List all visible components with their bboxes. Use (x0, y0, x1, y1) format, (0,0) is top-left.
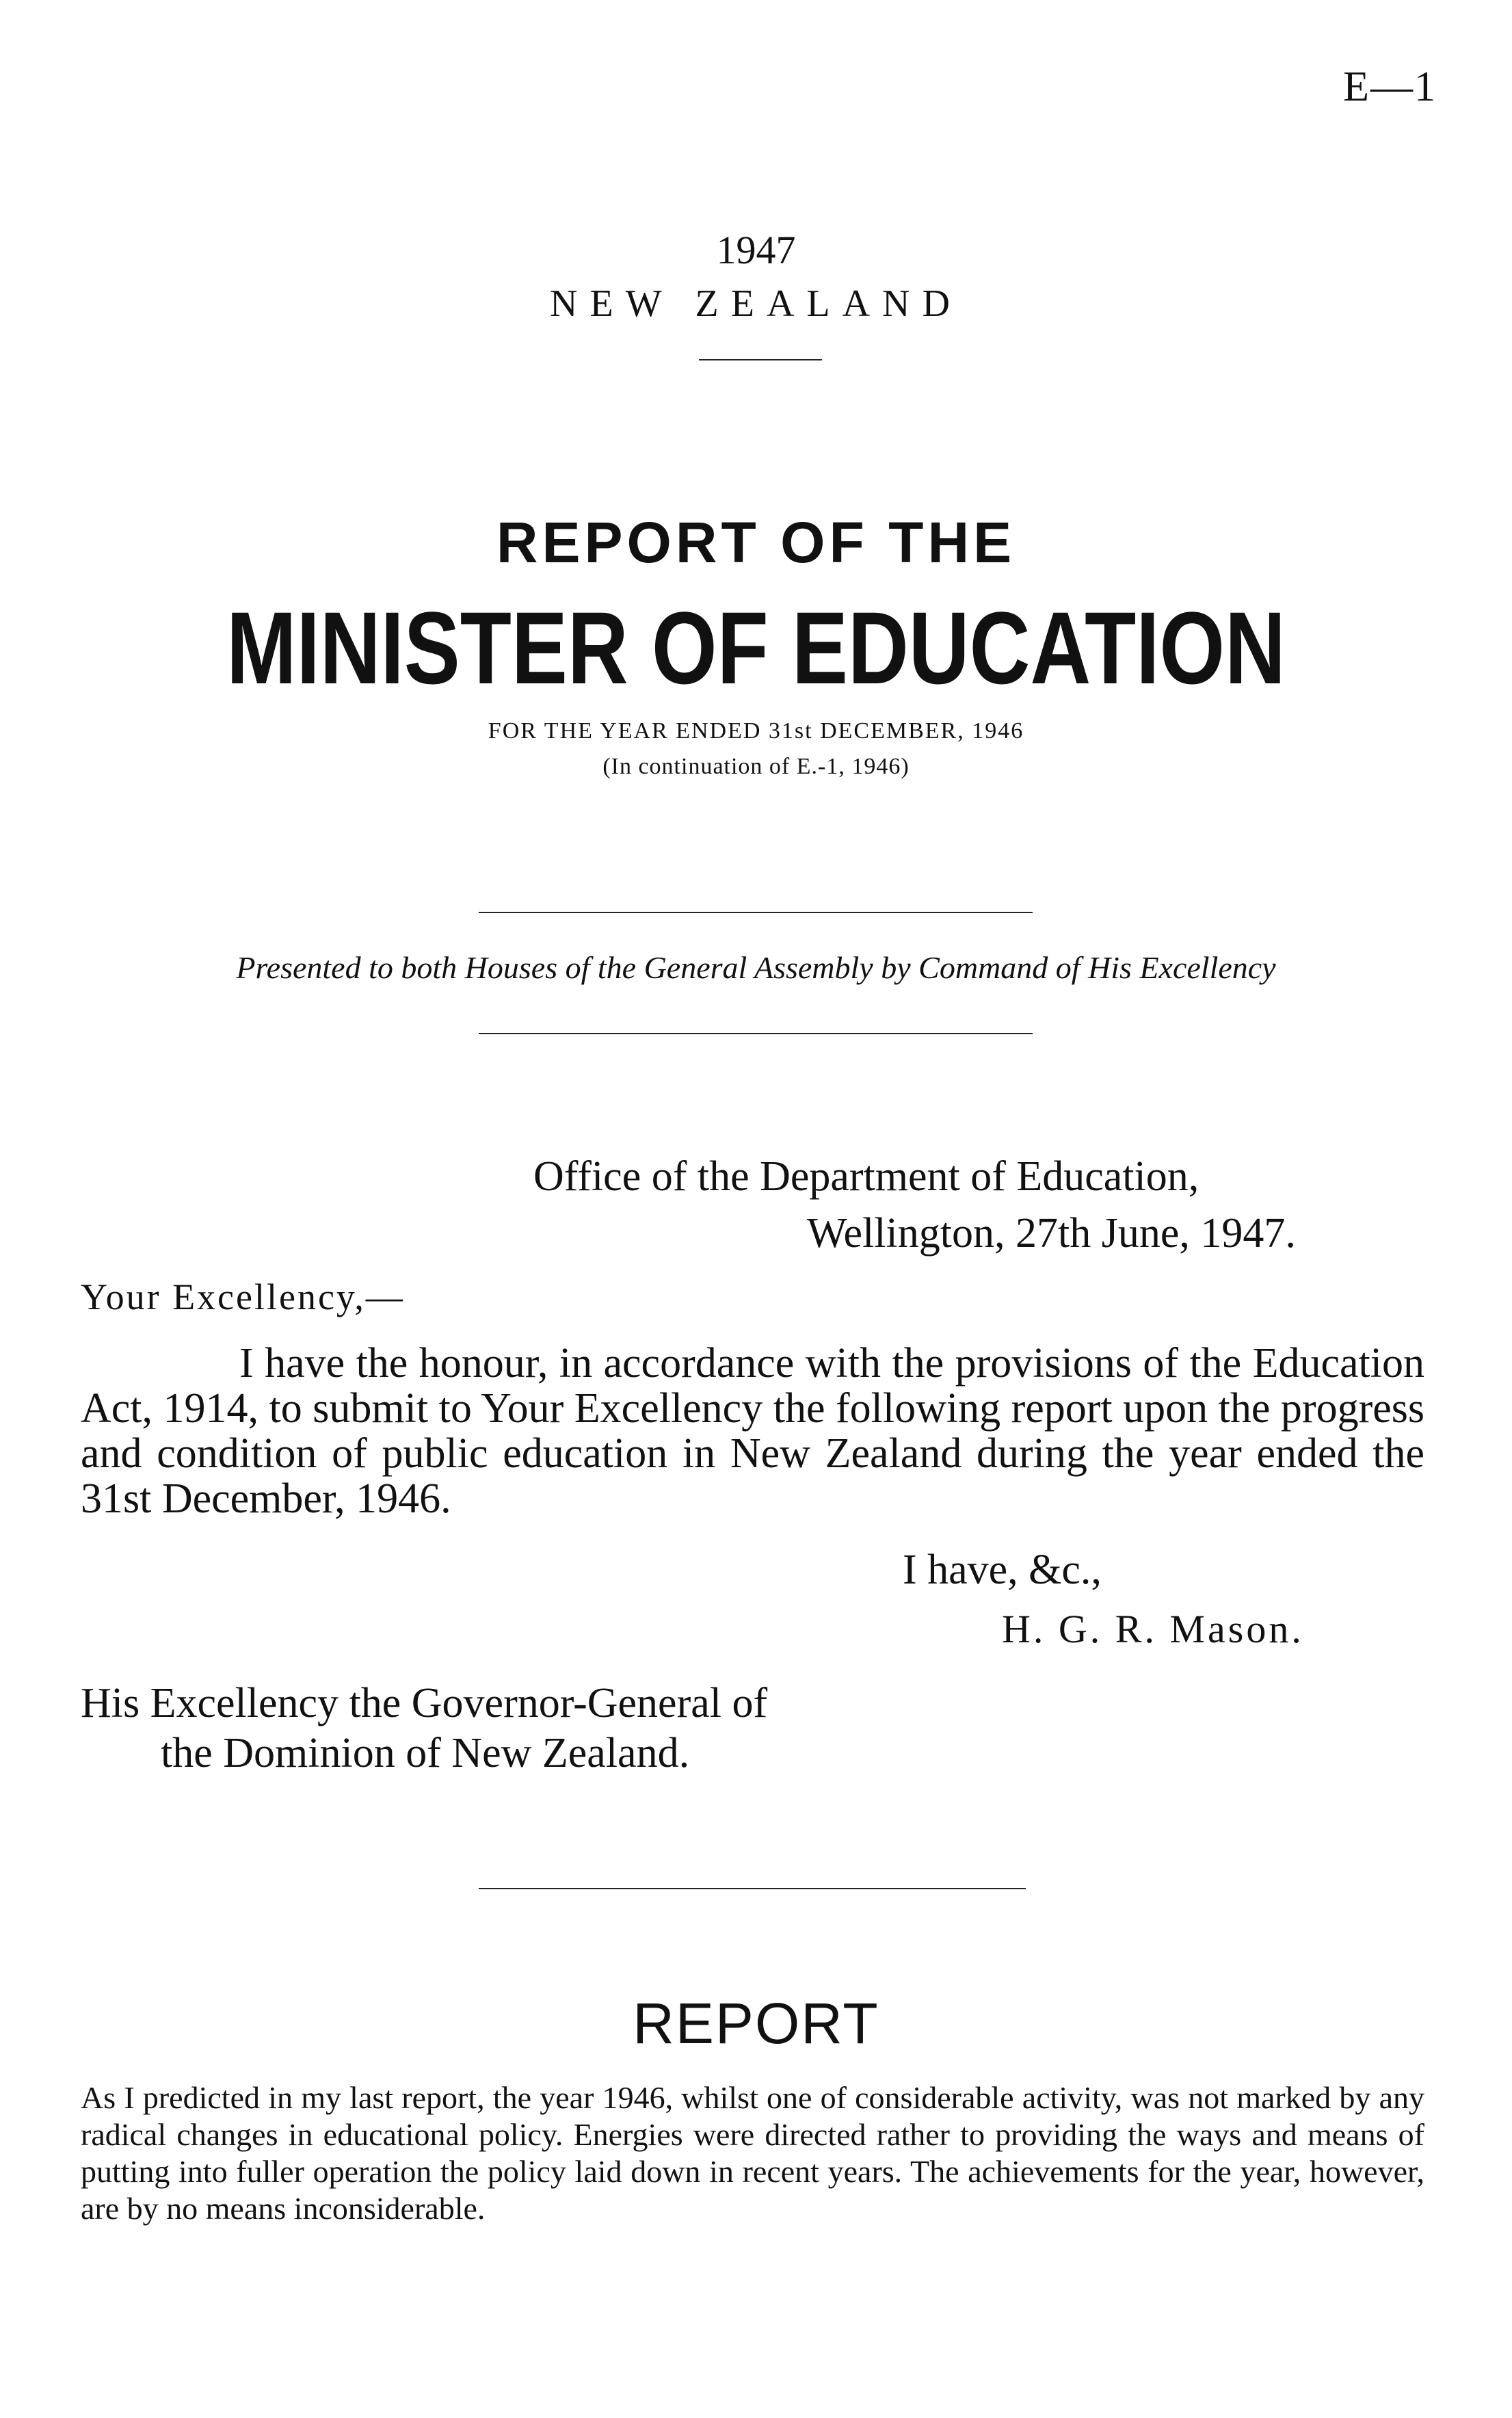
country-heading: NEW ZEALAND (550, 282, 962, 325)
report-paragraph: As I predicted in my last report, the year 1946, whilst one of considerable activity, was not marked by any radical changes in educational policy. Energies were directed rather to providing the ways and means of putting into fuller operation the policy laid down in recent years. The achievements for the year, however, are by no means inconsiderable. (81, 2080, 1424, 2226)
minister-of-education-title: MINISTER OF EDUCATION (226, 590, 1286, 705)
continuation-note: (In continuation of E.-1, 1946) (602, 754, 910, 779)
closing-line: I have, &c., (903, 1547, 1102, 1593)
title-divider (699, 359, 822, 360)
report-heading: REPORT (633, 1991, 879, 2055)
report-of-the-heading: REPORT OF THE (496, 510, 1016, 575)
salutation: Your Excellency,— (81, 1276, 405, 1317)
signature-name: H. G. R. Mason. (1002, 1607, 1304, 1651)
addressee-line-2: the Dominion of New Zealand. (161, 1730, 690, 1776)
year-ended-subtitle: FOR THE YEAR ENDED 31st DECEMBER, 1946 (488, 718, 1024, 744)
letter-body: I have the honour, in accordance with the provisions of the Education Act, 1914, to submit to Your Excellency the following report upon the progress and condition of public education in New Zealand during the year ended the 31st December, 1946. (81, 1340, 1424, 1522)
presented-rule-top (479, 912, 1033, 913)
page-identifier: E—1 (1343, 64, 1437, 110)
addressee-line-1: His Excellency the Governor-General of (81, 1680, 768, 1726)
place-and-date: Wellington, 27th June, 1947. (807, 1210, 1296, 1257)
office-address: Office of the Department of Education, (533, 1153, 1199, 1200)
section-divider (479, 1888, 1026, 1889)
presented-rule-bottom (479, 1033, 1033, 1034)
publication-year: 1947 (716, 228, 796, 272)
presented-statement: Presented to both Houses of the General Assembly by Command of His Excellency (236, 950, 1276, 985)
